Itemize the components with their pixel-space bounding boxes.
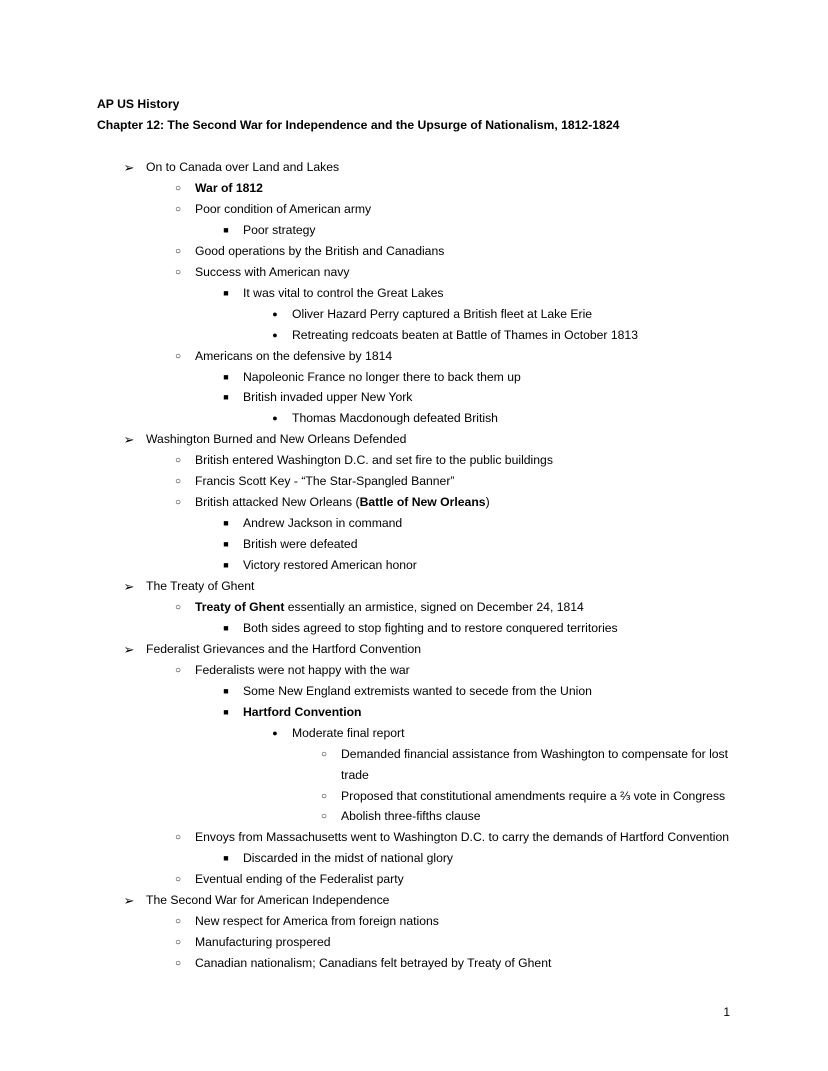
bold-term: Treaty of Ghent — [195, 600, 285, 614]
text-run: Canadian nationalism; Canadians felt betrayed by Treaty of Ghent — [195, 956, 552, 971]
text-run: Andrew Jackson in command — [243, 516, 403, 531]
bold-term: War of 1812 — [195, 180, 263, 195]
outline-item-text — [195, 450, 553, 471]
bullet-icon: ■ — [223, 685, 229, 696]
text-run: Moderate final report — [292, 725, 405, 740]
text-run: British entered Washington D.C. and set fire to the public buildings — [195, 453, 553, 468]
text-run: Both sides agreed to stop fighting and to restore conquered territories — [243, 620, 618, 635]
bullet-icon: ○ — [174, 455, 182, 467]
bullet-icon: ■ — [223, 706, 229, 717]
bullet-icon: ■ — [223, 853, 229, 864]
outline-item-text — [195, 262, 349, 283]
text-run: Abolish three-fifths clause — [341, 809, 481, 824]
bullet-icon: ○ — [320, 748, 328, 760]
outline-item-text — [195, 953, 551, 974]
text-run: British were defeated — [243, 537, 358, 552]
outline-item-text — [146, 639, 421, 660]
bullet-icon: ○ — [174, 476, 182, 488]
bullet-icon: ○ — [320, 790, 328, 802]
outline-item-text — [195, 346, 392, 367]
text-run: Envoys from Massachusetts went to Washington D.C. to carry the demands of Hartford Convention — [195, 830, 730, 845]
outline-item-text — [195, 932, 331, 953]
bullet-icon: ➢ — [123, 579, 135, 594]
bullet-icon: ● — [272, 413, 278, 424]
text-run: Oliver Hazard Perry captured a British fleet at Lake Erie — [292, 306, 593, 321]
text-run: Discarded in the midst of national glory — [243, 851, 454, 866]
outline-item-text — [243, 848, 453, 869]
bullet-icon: ● — [272, 308, 278, 319]
outline-item-text — [146, 429, 406, 450]
bullet-icon: ○ — [174, 203, 182, 215]
text-run: On to Canada over Land and Lakes — [146, 160, 340, 174]
outline-item-text — [292, 304, 592, 325]
outline-item-text — [292, 325, 638, 346]
bullet-icon: ➢ — [123, 641, 135, 657]
bullet-icon: ● — [272, 727, 278, 738]
bullet-icon: ■ — [223, 560, 229, 570]
text-run: ) — [485, 495, 490, 510]
bullet-icon: ○ — [174, 937, 182, 949]
text-run: Washington Burned and New Orleans Defended — [146, 432, 407, 447]
outline-item-text — [195, 492, 490, 513]
bullet-icon: ■ — [223, 518, 229, 529]
course-title: AP US History — [97, 97, 180, 111]
bullet-icon: ○ — [174, 916, 182, 928]
outline-item-text — [195, 911, 439, 932]
bullet-icon: ○ — [320, 811, 328, 823]
bullet-icon: ➢ — [123, 432, 135, 448]
text-run: Federalists were not happy with the war — [195, 662, 410, 677]
bullet-icon: ○ — [174, 664, 182, 676]
outline-item-text — [292, 408, 498, 429]
bullet-icon: ○ — [174, 245, 182, 257]
text-run: Retreating redcoats beaten at Battle of Thames in October 1813 — [292, 327, 638, 342]
outline-item-text — [243, 702, 361, 723]
outline-item-text — [146, 890, 389, 911]
bullet-icon: ○ — [174, 182, 182, 194]
outline-item-text — [195, 178, 263, 199]
text-run: trade — [341, 767, 369, 782]
text-run: British invaded upper New York — [243, 390, 413, 405]
outline-item-text — [195, 199, 371, 220]
text-run: The Second War for American Independence — [146, 893, 390, 908]
text-run: Federalist Grievances and the Hartford Convention — [146, 641, 422, 656]
chapter-title: Chapter 12: The Second War for Independence and the Upsurge of Nationalism, 1812-1824 — [97, 118, 620, 132]
outline-item-text — [195, 827, 729, 848]
page-number: 1 — [723, 1005, 730, 1019]
outline-item-text — [243, 555, 417, 576]
outline-item-text — [243, 534, 358, 555]
bullet-icon: ■ — [223, 622, 229, 633]
outline-item-text — [292, 723, 404, 744]
outline-item-text — [243, 681, 592, 702]
bullet-icon: ■ — [223, 224, 229, 235]
text-run: Victory restored American honor — [243, 558, 417, 572]
outline-item-text — [341, 806, 481, 827]
bullet-icon: ■ — [223, 287, 229, 298]
text-run: Some New England extremists wanted to secede from the Union — [243, 683, 592, 698]
text-run: Manufacturing prospered — [195, 935, 331, 950]
bullet-icon: ➢ — [123, 893, 135, 909]
text-run: Demanded financial assistance from Washington to compensate for lost — [341, 746, 729, 761]
bullet-icon: ○ — [174, 832, 182, 844]
outline-item-text — [341, 765, 369, 786]
text-run: New respect for America from foreign nations — [195, 914, 439, 929]
bullet-icon: ○ — [174, 350, 182, 362]
text-run: Success with American navy — [195, 264, 350, 279]
bullet-icon: ■ — [223, 371, 229, 382]
outline-item-text — [195, 471, 454, 492]
text-run: Thomas Macdonough defeated British — [292, 411, 498, 426]
text-run: Francis Scott Key - “The Star-Spangled Banner” — [195, 474, 455, 489]
text-run: Proposed that constitutional amendments require a ⅔ vote in Congress — [341, 788, 726, 803]
bullet-icon: ○ — [174, 602, 182, 613]
outline-item-text — [243, 220, 315, 241]
outline-item-text — [243, 387, 412, 408]
text-run: essentially an armistice, signed on December 24, 1814 — [284, 600, 584, 614]
bullet-icon: ○ — [174, 958, 182, 970]
outline-item-text — [243, 367, 521, 388]
text-run: Poor strategy — [243, 222, 316, 237]
outline-item-text — [195, 241, 444, 262]
outline-item-text — [341, 744, 728, 765]
text-run: British attacked New Orleans ( — [195, 495, 360, 510]
bullet-icon: ○ — [174, 266, 182, 278]
outline-item-text — [195, 869, 404, 890]
outline-item-text — [146, 157, 339, 178]
bullet-icon: ○ — [174, 497, 182, 509]
text-run: Eventual ending of the Federalist party — [195, 872, 404, 887]
text-run: Americans on the defensive by 1814 — [195, 348, 393, 363]
text-run: Poor condition of American army — [195, 201, 372, 216]
bold-term: Battle of New Orleans — [359, 495, 486, 510]
text-run: It was vital to control the Great Lakes — [243, 285, 444, 300]
bullet-icon: ➢ — [123, 160, 135, 175]
outline-item-text — [243, 283, 444, 304]
outline-item-text — [195, 660, 410, 681]
outline-item-text — [243, 513, 402, 534]
outline-item-text — [341, 786, 725, 807]
text-run: The Treaty of Ghent — [146, 579, 255, 593]
outline-item-text — [146, 576, 254, 597]
outline-item-text — [195, 597, 584, 618]
bullet-icon: ■ — [223, 392, 229, 403]
text-run: Good operations by the British and Canadians — [195, 243, 445, 258]
bullet-icon: ● — [272, 329, 278, 340]
bullet-icon: ○ — [174, 874, 182, 886]
outline-item-text — [243, 618, 618, 639]
bold-term: Hartford Convention — [243, 704, 362, 719]
text-run: Napoleonic France no longer there to back them up — [243, 369, 521, 384]
bullet-icon: ■ — [223, 539, 229, 550]
